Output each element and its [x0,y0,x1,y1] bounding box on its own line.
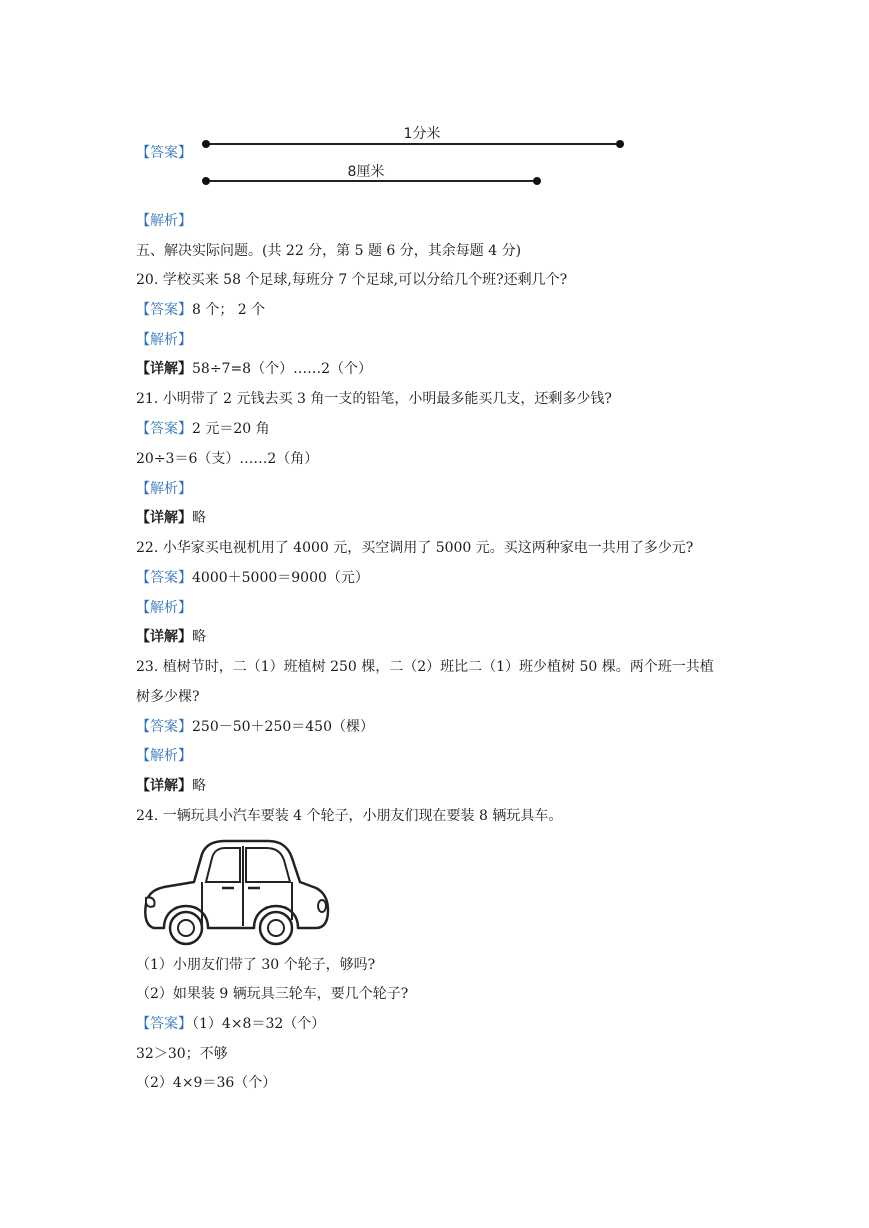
q22-answer: 【答案】4000＋5000＝9000（元） [136,570,369,586]
analysis-tag: 【解析】 [136,213,192,229]
q21-question: 21. 小明带了 2 元钱去买 3 角一支的铅笔，小明最多能买几支，还剩多少钱? [136,391,612,407]
line-segments-figure [196,118,636,194]
q24-answer: 【答案】（1）4×8＝32（个） [136,1016,326,1032]
q21-answer-line2: 20÷3＝6（支）……2（角） [136,451,319,467]
segment-1dm-end-dot [616,140,624,148]
section-title: 五、解决实际问题。(共 22 分，第 5 题 6 分，其余每题 4 分) [136,243,522,259]
q24-answer-line2: 32＞30；不够 [136,1046,228,1062]
q24-sub1: （1）小朋友们带了 30 个轮子，够吗? [136,957,376,973]
q24-sub2: （2）如果装 9 辆玩具三轮车，要几个轮子? [136,986,409,1002]
q21-detail: 【详解】略 [136,510,206,526]
q21-analysis: 【解析】 [136,481,192,497]
segment-8cm-start-dot [202,177,210,185]
answer-label: 【答案】 [136,145,192,161]
segment-1dm-label: 1分米 [403,126,441,142]
q24-answer-line3: （2）4×9＝36（个） [136,1075,277,1091]
q23-answer: 【答案】250－50＋250＝450（棵） [136,719,374,735]
q23-question-line1: 23. 植树节时，二（1）班植树 250 棵，二（2）班比二（1）班少植树 50 棵。两个班一共植 [136,659,714,675]
q20-answer: 【答案】8 个； 2 个 [136,302,266,318]
q22-analysis: 【解析】 [136,600,192,616]
answer-tag [136,143,192,163]
q22-question: 22. 小华家买电视机用了 4000 元，买空调用了 5000 元。买这两种家电一共用了多少元? [136,540,694,556]
q23-analysis: 【解析】 [136,748,192,764]
q20-detail: 【详解】58÷7=8（个）……2（个） [136,361,372,377]
car-wheel-front-hub [178,920,194,936]
q24-question: 24. 一辆玩具小汽车要装 4 个轮子，小朋友们现在要装 8 辆玩具车。 [136,808,563,824]
q23-question-line2: 树多少棵? [136,689,200,705]
car-taillight [318,900,326,912]
car-headlight [146,897,155,906]
car-wheel-rear-hub [268,920,284,936]
q23-detail: 【详解】略 [136,778,206,794]
q20-analysis: 【解析】 [136,332,192,348]
segment-8cm-label: 8厘米 [347,164,385,180]
q22-detail: 【详解】略 [136,629,206,645]
segment-8cm-end-dot [533,177,541,185]
segment-1dm-start-dot [202,140,210,148]
q21-answer: 【答案】2 元＝20 角 [136,421,270,437]
toy-car-illustration [140,836,334,948]
q20-question: 20. 学校买来 58 个足球,每班分 7 个足球,可以分给几个班?还剩几个? [136,272,568,288]
